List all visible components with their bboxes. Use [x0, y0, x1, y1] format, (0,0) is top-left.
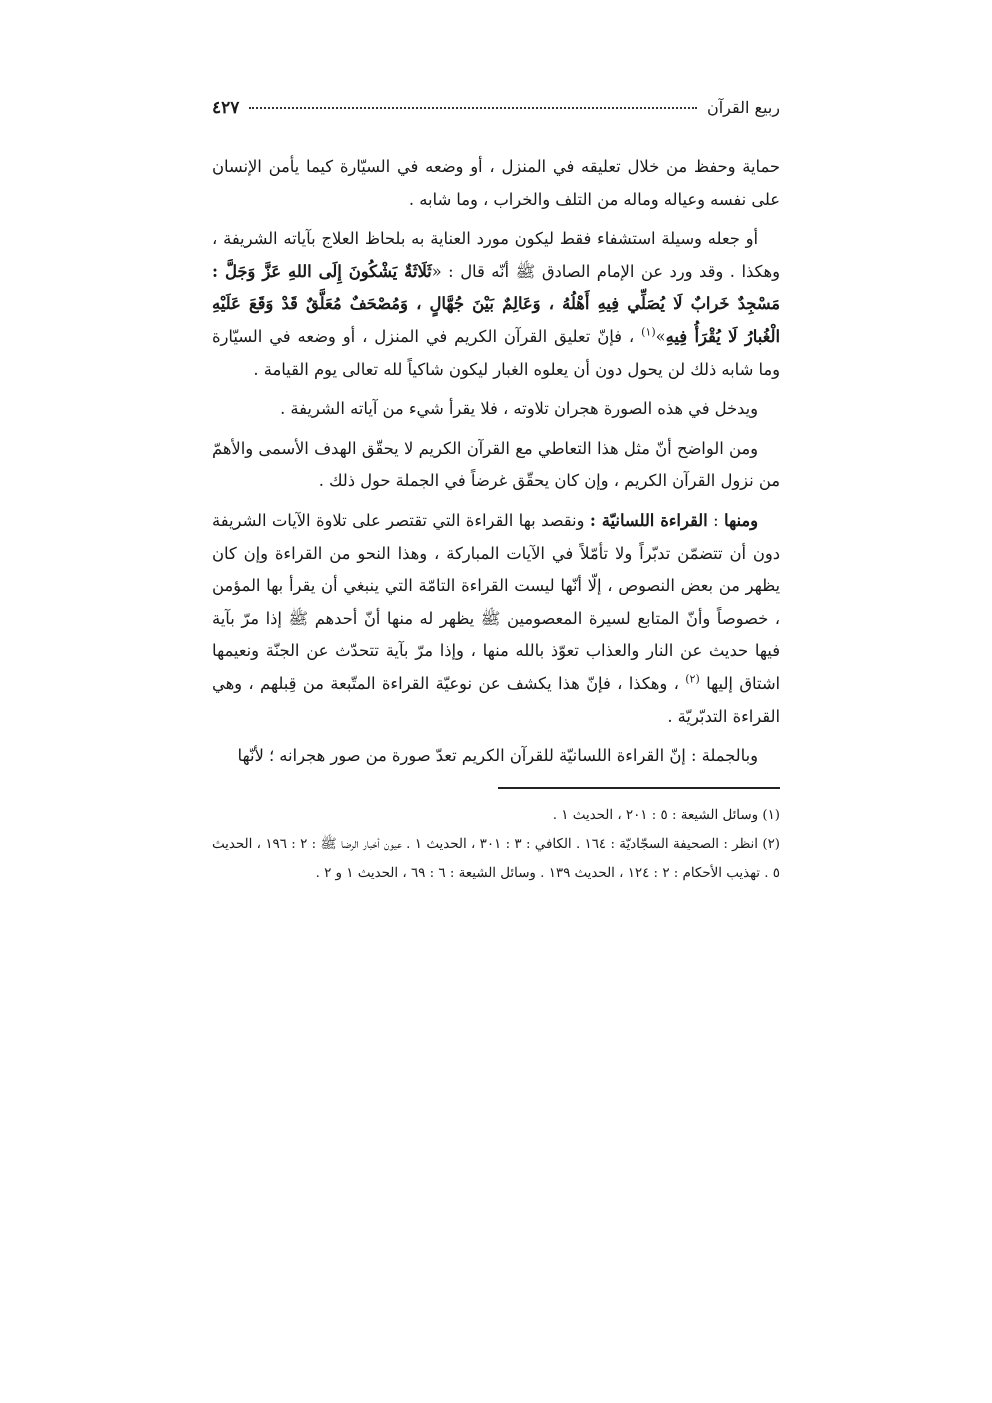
main-text — [212, 151, 780, 773]
paragraph-5-rest: ، وهكذا ، فإنّ هذا يكشف عن نوعيّة القراءة المتّبعة من قِبلهم ، وهي القراءة التدبّريّة . — [212, 673, 780, 726]
page-header — [212, 98, 780, 128]
section-heading: القراءة اللسانيّة : — [589, 510, 708, 530]
footnote-2: (٢) انظر : الصحيفة السجّاديّة : ١٦٤ . الكافي : ٣ : ٣٠١ ، الحديث ١ . عيون أخبار الرضا ﷺ : ٢ : ١٩٦ ، الحديث ٥ . تهذيب الأحكام : ٢ : ١٢٤ ، الحديث ١٣٩ . وسائل الشيعة : ٦ : ٦٩ ، الحديث ١ و ٢ . — [212, 836, 780, 881]
book-page — [212, 98, 780, 888]
section-lead: ومنها — [724, 510, 759, 530]
footnotes — [212, 801, 780, 888]
footnote-divider — [498, 787, 780, 789]
paragraph-6: وبالجملة : إنّ القراءة اللسانيّة للقرآن الكريم تعدّ صورة من صور هجرانه ؛ لأنّها — [237, 746, 758, 766]
quote-close: » — [655, 326, 666, 346]
footnote-ref-2[interactable]: (٢) — [685, 672, 700, 686]
section-separator: : — [707, 510, 725, 530]
hadith-quote: ثَلَاثَةٌ يَشْكُونَ إِلَى اللهِ عَزَّ وَجَلَّ : مَسْجِدٌ خَرابٌ لَا يُصَلِّي فِيهِ أَهْلُهُ ، وَعَالِمٌ بَيْنَ جُهَّالٍ ، وَمُصْحَفٌ مُعَلَّقٌ قَدْ وَقَعَ عَلَيْهِ الْغُبارُ لَا يُقْرَأُ فِيهِ — [212, 261, 780, 346]
paragraph-2-intro: أو جعله وسيلة استشفاء فقط ليكون مورد العناية به بلحاظ العلاج بآياته الشريفة ، وهكذا . وقد ورد عن الإمام الصادق ﷺ أنّه قال : « — [212, 229, 780, 281]
running-title: ربيع القرآن — [706, 98, 780, 117]
footnote-1: (١) وسائل الشيعة : ٥ : ٢٠١ ، الحديث ١ . — [552, 807, 780, 823]
paragraph-3: ويدخل في هذه الصورة هجران تلاوته ، فلا يقرأ شيء من آياته الشريفة . — [280, 399, 758, 419]
paragraph-5-text: ونقصد بها القراءة التي تقتصر على تلاوة الآيات الشريفة دون أن تتضمّن تدبّراً ولا تأمّلاً في الآيات المباركة ، وهذا النحو من القراءة وإن كان يظهر من بعض النصوص ، إلّا أنّها ليست القراءة التامّة التي ينبغي أن يقرأ بها المؤمن ، خصوصاً وأنّ المتابع لسيرة المعصومين ﷺ يظهر له منها أنّ أحدهم ﷺ إذا مرّ بآية فيها حديث عن النار والعذاب تعوّذ بالله منها ، وإذا مرّ بآية تتحدّث عن الجنّة ونعيمها اشتاق إليها — [212, 510, 780, 693]
header-dot-leader — [249, 107, 697, 109]
paragraph-1: حماية وحفظ من خلال تعليقه في المنزل ، أو وضعه في السيّارة كيما يأمن الإنسان على نفسه وعياله وماله من التلف والخراب ، وما شابه . — [212, 157, 780, 209]
paragraph-4: ومن الواضح أنّ مثل هذا التعاطي مع القرآن الكريم لا يحقّق الهدف الأسمى والأهمّ من نزول القرآن الكريم ، وإن كان يحقّق غرضاً في الجملة حول ذلك . — [212, 438, 780, 491]
paragraph-2-rest: ، فإنّ تعليق القرآن الكريم في المنزل ، أو وضعه في السيّارة وما شابه ذلك لن يحول دون أن يعلوه الغبار ليكون شاكياً لله تعالى يوم القيامة . — [212, 326, 780, 379]
paragraph-2 — [212, 223, 780, 386]
page-number: ٤٢٧ — [212, 98, 240, 118]
paragraph-5 — [212, 505, 780, 733]
footnote-ref-1[interactable]: (١) — [641, 325, 656, 339]
